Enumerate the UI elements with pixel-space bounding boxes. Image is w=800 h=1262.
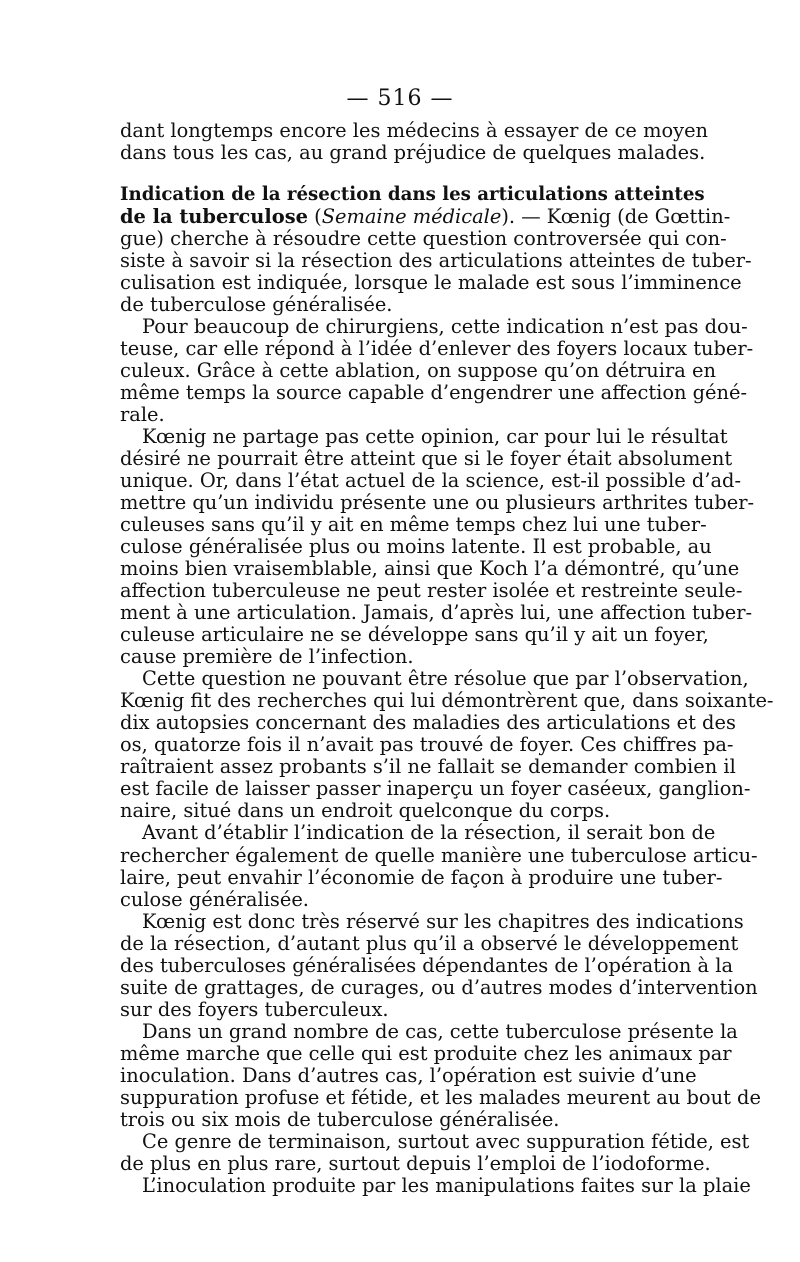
text-line: de tuberculose généralisée. <box>120 293 393 317</box>
text-line: culose généralisée. <box>120 887 309 911</box>
text-line: inoculation. Dans d’autres cas, l’opération est suivie d’une <box>120 1063 697 1087</box>
paragraph-intro <box>120 119 709 165</box>
text-line: raîtraient assez probants s’il ne fallait se demander combien il <box>120 755 736 779</box>
paragraph-9 <box>120 1173 751 1197</box>
text-line: désiré ne pourrait être atteint que si le foyer était absolument <box>120 447 733 471</box>
text-line: même temps la source capable d’engendrer une affection géné- <box>120 381 748 405</box>
text-line: suite de grattages, de curages, ou d’autres modes d’intervention <box>120 975 758 999</box>
paren-open: ( <box>314 205 322 229</box>
text-line: gue) cherche à résoudre cette question controversée qui con- <box>120 227 727 251</box>
text-line: Ce genre de terminaison, surtout avec suppuration fétide, est <box>142 1129 750 1153</box>
section-heading-end: de la tuberculose <box>120 205 308 229</box>
text-line: trois ou six mois de tuberculose généralisée. <box>120 1107 560 1131</box>
paragraph-7 <box>120 1019 761 1131</box>
text-line: Avant d’établir l’indication de la résection, il serait bon de <box>142 821 716 845</box>
page-number: — 516 — <box>346 86 454 111</box>
text-line: os, quatorze fois il n’avait pas trouvé de foyer. Ces chiffres pa- <box>120 733 734 757</box>
text-line: ment à une articulation. Jamais, d’après lui, une affection tuber- <box>120 601 753 625</box>
text-line: mettre qu’un individu présente une ou plusieurs arthrites tuber- <box>120 491 755 515</box>
text-line: des tuberculoses généralisées dépendantes de l’opération à la <box>120 953 734 977</box>
text-line: Dans un grand nombre de cas, cette tuberculose présente la <box>142 1019 738 1043</box>
text-line: moins bien vraisemblable, ainsi que Koch l’a démontré, qu’une <box>120 557 740 581</box>
text-line: culose généralisée plus ou moins latente. Il est probable, au <box>120 535 712 559</box>
text-line: siste à savoir si la résection des articulations atteintes de tuber- <box>120 249 752 273</box>
text-line: Cette question ne pouvant être résolue que par l’observation, <box>142 667 749 691</box>
text-line: culeuses sans qu’il y ait en même temps chez lui une tuber- <box>120 513 707 537</box>
body-text <box>120 119 774 1197</box>
paragraph-4 <box>120 667 774 823</box>
text-line: rechercher également de quelle manière une tuberculose articu- <box>120 843 758 867</box>
paragraph-8 <box>120 1129 750 1175</box>
text-line: naire, situé dans un endroit quelconque du corps. <box>120 799 611 823</box>
text-line: culeux. Grâce à cette ablation, on suppose qu’on détruira en <box>120 359 716 383</box>
text-line: culisation est indiquée, lorsque le malade est sous l’imminence <box>120 271 742 295</box>
text-line: unique. Or, dans l’état actuel de la science, est-il possible d’ad- <box>120 469 742 493</box>
text-line: rale. <box>120 403 165 427</box>
text-line <box>120 205 731 229</box>
text-line: Pour beaucoup de chirurgiens, cette indication n’est pas dou- <box>142 315 748 339</box>
text-line: teuse, car elle répond à l’idée d’enlever des foyers locaux tuber- <box>120 337 754 361</box>
text-line: suppuration profuse et fétide, et les malades meurent au bout de <box>120 1085 761 1109</box>
paragraph-6 <box>120 909 758 1021</box>
text-line: affection tuberculeuse ne peut rester isolée et restreinte seule- <box>120 579 743 603</box>
paragraph-5 <box>120 821 758 911</box>
section-heading-paragraph <box>120 184 752 317</box>
text-line: culeuse articulaire ne se développe sans qu’il y ait un foyer, <box>120 623 709 647</box>
text-line: dans tous les cas, au grand préjudice de quelques malades. <box>120 141 706 165</box>
text-line: de plus en plus rare, surtout depuis l’emploi de l’iodoforme. <box>120 1151 711 1175</box>
source-citation: Semaine médicale <box>321 205 502 229</box>
text-line: sur des foyers tuberculeux. <box>120 997 389 1021</box>
paragraph-2 <box>120 315 754 427</box>
text-line: est facile de laisser passer inaperçu un foyer caséeux, ganglion- <box>120 777 751 801</box>
text-line: même marche que celle qui est produite chez les animaux par <box>120 1041 732 1065</box>
text-line: dant longtemps encore les médecins à essayer de ce moyen <box>120 119 709 142</box>
text-line: Kœnig ne partage pas cette opinion, car pour lui le résultat <box>142 425 728 449</box>
text-line: dix autopsies concernant des maladies des articulations et des <box>120 711 736 735</box>
text-line: de la résection, d’autant plus qu’il a observé le développement <box>120 931 739 955</box>
paragraph-3 <box>120 425 755 669</box>
text-line: Kœnig est donc très réservé sur les chapitres des indications <box>142 909 744 933</box>
text-line: laire, peut envahir l’économie de façon à produire une tuber- <box>120 865 723 889</box>
text-line: cause première de l’infection. <box>120 645 414 669</box>
text-line: Kœnig fit des recherches qui lui démontrèrent que, dans soixante- <box>120 689 774 713</box>
text-line: L’inoculation produite par les manipulations faites sur la plaie <box>142 1173 751 1197</box>
section-gap <box>120 164 684 184</box>
section-heading: Indication de la résection dans les articulations atteintes <box>120 184 705 206</box>
heading-continuation: ). — Kœnig (de Gœttin- <box>501 205 731 229</box>
